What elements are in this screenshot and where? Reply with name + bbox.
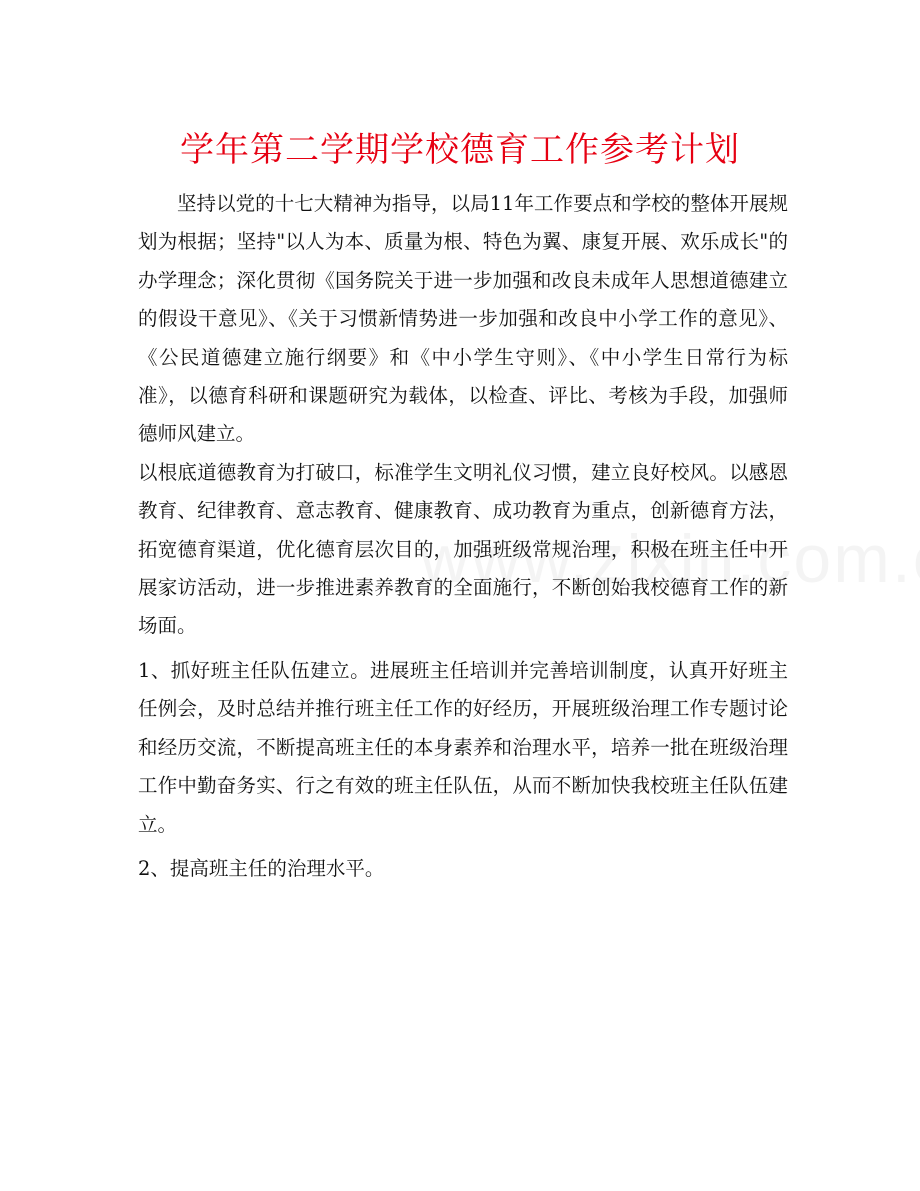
document-title: 学年第二学期学校德育工作参考计划	[180, 130, 740, 170]
document-body	[138, 185, 788, 888]
paragraph-item-2: 2、提高班主任的治理水平。	[138, 856, 385, 880]
paragraph-intro: 坚持以党的十七大精神为指导，以局11年工作要点和学校的整体开展规划为根据；坚持"以人为本、质量为根、特色为翼、康复开展、欢乐成长"的办学理念；深化贯彻《国务院关于进一步加强和改良未成年人思想道德建立的假设干意见》、《关于习惯新情势进一步加强和改良中小学工作的意见》、《公民道德建立施行纲要》和《中小学生守则》、《中小学生日常行为标准》，以德育科研和课题研究为载体，以检查、评比、考核为手段，加强师德师风建立。	[138, 192, 788, 446]
paragraph-item-1: 1、抓好班主任队伍建立。进展班主任培训并完善培训制度，认真开好班主任例会，及时总结并推行班主任工作的好经历，开展班级治理工作专题讨论和经历交流，不断提高班主任的本身素养和治理水平，培养一批在班级治理工作中勤奋务实、行之有效的班主任队伍，从而不断加快我校班主任队伍建立。	[138, 658, 788, 836]
paragraph-focus: 以根底道德教育为打破口，标准学生文明礼仪习惯，建立良好校风。以感恩教育、纪律教育、意志教育、健康教育、成功教育为重点，创新德育方法，拓宽德育渠道，优化德育层次目的，加强班级常规治理，积极在班主任中开展家访活动，进一步推进素养教育的全面施行，不断创始我校德育工作的新场面。	[138, 460, 788, 638]
